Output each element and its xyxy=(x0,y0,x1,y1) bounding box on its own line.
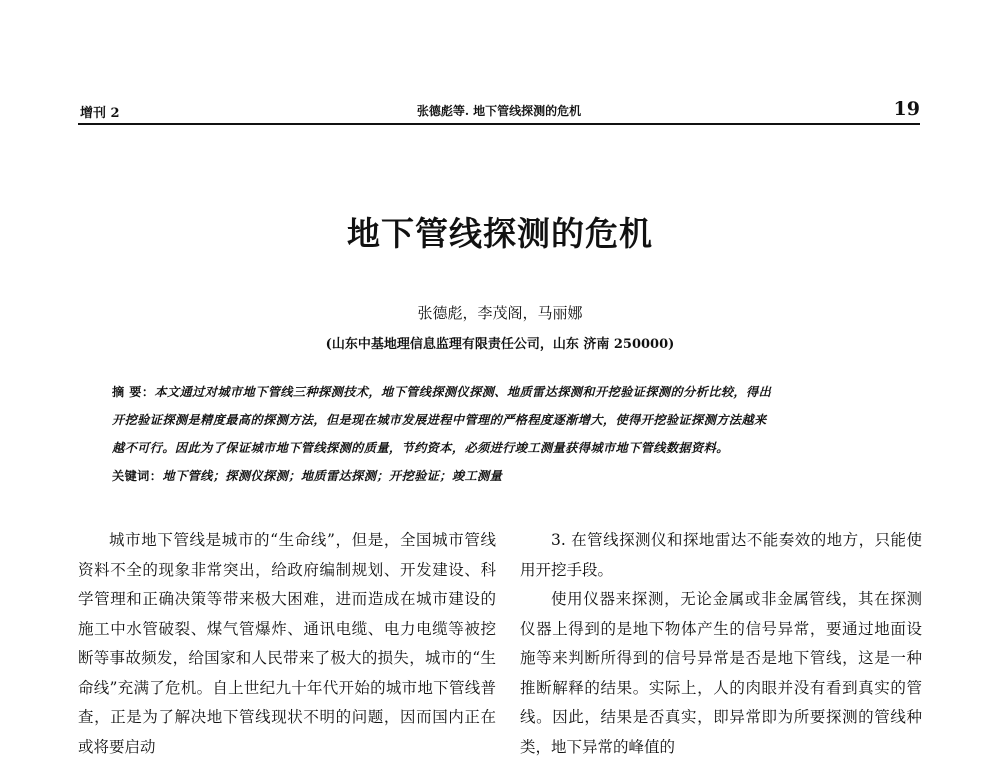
keywords-text: 地下管线；探测仪探测；地质雷达探测；开挖验证；竣工测量 xyxy=(162,469,503,483)
author-affiliation: (山东中基地理信息监理有限责任公司，山东 济南 250000) xyxy=(325,337,675,352)
abstract-text: 本文通过对城市地下管线三种探测技术，地下管线探测仪探测、地质雷达探测和开挖验证探测的分析比较，得出 xyxy=(154,385,772,399)
body-column-right xyxy=(520,526,922,762)
keywords-label: 关键词： xyxy=(112,469,163,483)
keywords-line xyxy=(112,462,892,490)
journal-issue: 增刊 2 xyxy=(80,106,120,121)
author-list: 张德彪，李茂阁，马丽娜 xyxy=(417,304,583,322)
abstract-block xyxy=(112,378,892,490)
body-paragraph: 使用仪器来探测，无论金属或非金属管线，其在探测仪器上得到的是地下物体产生的信号异常，要通过地面设施等来判断所得到的信号异常是否是地下管线，这是一种推断解释的结果。实际上，人的肉眼并没有看到真实的管线。因此，结果是否真实，即异常即为所要探测的管线种类，地下异常的峰值的 xyxy=(520,590,922,756)
abstract-line: 越不可行。因此为了保证城市地下管线探测的质量，节约资本，必须进行竣工测量获得城市地下管线数据资料。 xyxy=(112,441,729,455)
header-rule xyxy=(78,123,920,125)
abstract-label: 摘 要： xyxy=(112,385,155,399)
page-number: 19 xyxy=(893,98,920,120)
body-paragraph: 城市地下管线是城市的“生命线”，但是，全国城市管线资料不全的现象非常突出，给政府编制规划、开发建设、科学管理和正确决策等带来极大困难，进而造成在城市建设的施工中水管破裂、煤气管爆炸、通讯电缆、电力电缆等被挖断等事故频发，给国家和人民带来了极大的损失，城市的“生命线”充满了危机。自上世纪九十年代开始的城市地下管线普查，正是为了解决地下管线现状不明的问题，因而国内正在或将要启动 xyxy=(78,531,496,756)
abstract-line: 开挖验证探测是精度最高的探测方法，但是现在城市发展进程中管理的严格程度逐渐增大，使得开挖验证探测方法越来 xyxy=(112,413,767,427)
abstract-line xyxy=(112,378,892,406)
body-paragraph: 3. 在管线探测仪和探地雷达不能奏效的地方，只能使用开挖手段。 xyxy=(520,531,922,579)
running-header xyxy=(78,98,920,124)
article-title: 地下管线探测的危机 xyxy=(347,214,653,253)
running-title: 张德彪等. 地下管线探测的危机 xyxy=(416,104,582,118)
body-column-left xyxy=(78,526,496,762)
